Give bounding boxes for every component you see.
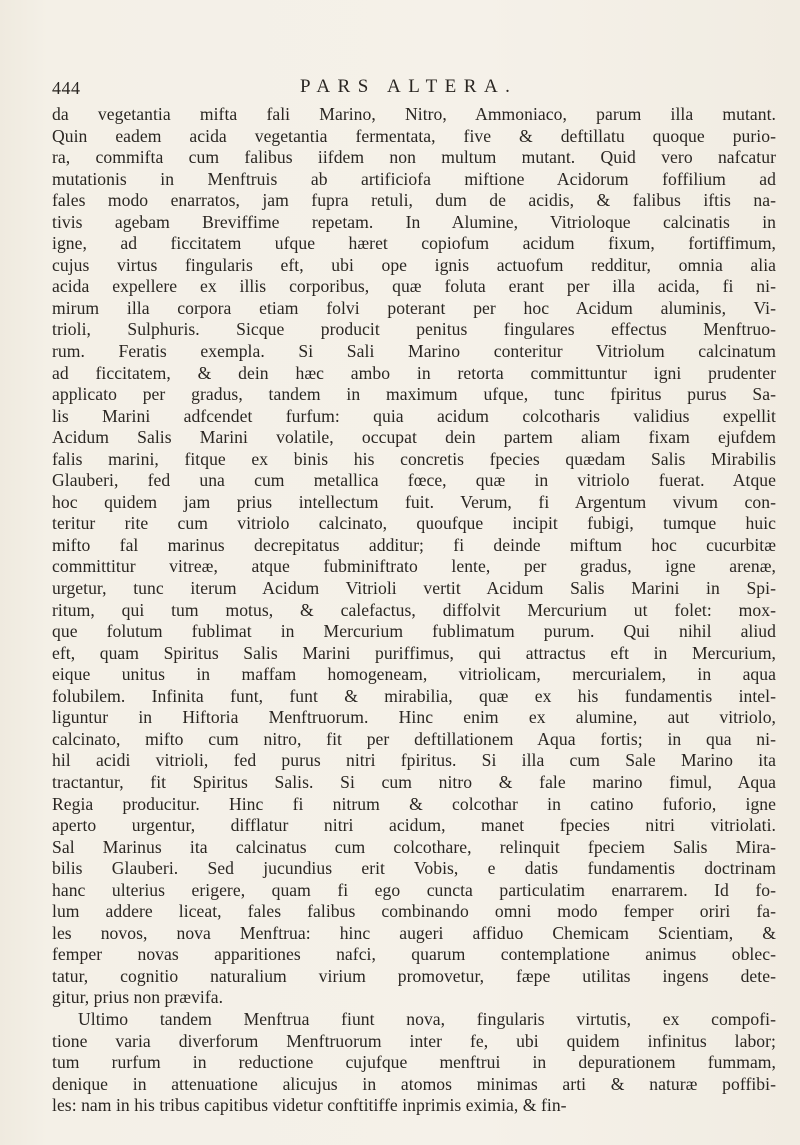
text-line: teritur rite cum vitriolo calcinato, quoufque incipit fubigi, tumque huic bbox=[52, 513, 776, 534]
text-line: ritum, qui tum motus, & calefactus, diffolvit Mercurium ut folet: mox- bbox=[52, 599, 776, 620]
text-line: aperto urgentur, difflatur nitri acidum, manet fpecies nitri vitriolati. bbox=[52, 815, 776, 836]
text-line: folubilem. Infinita funt, funt & mirabilia, quæ ex his fundamentis intel- bbox=[52, 685, 776, 706]
running-head: PARS ALTERA. bbox=[300, 76, 518, 97]
text-line: committitur vitreæ, atque fubminiftrato lente, per gradus, igne arenæ, bbox=[52, 556, 776, 577]
text-line: mutationis in Menftruis ab artificiofa miftione Acidorum foffilium ad bbox=[52, 168, 776, 189]
text-line: bilis Glauberi. Sed jucundius erit Vobis, e datis fundamentis doctrinam bbox=[52, 858, 776, 879]
page-number: 444 bbox=[52, 78, 81, 98]
text-line: falis marini, fitque ex binis his concretis fpecies quædam Salis Mirabilis bbox=[52, 448, 776, 469]
text-line: hanc ulterius erigere, quam fi ego cuncta particulatim enarrarem. Id fo- bbox=[52, 879, 776, 900]
text-line: liguntur in Hiftoria Menftruorum. Hinc enim ex alumine, aut vitriolo, bbox=[52, 707, 776, 728]
text-line: Ultimo tandem Menftrua fiunt nova, fingularis virtutis, ex compofi- bbox=[78, 1008, 776, 1029]
text-line: acida expellere ex illis corporibus, quæ foluta erant per illa acida, fi ni- bbox=[52, 276, 776, 297]
text-line: tatur, cognitio naturalium virium promovetur, fæpe utilitas ingens dete- bbox=[52, 965, 776, 986]
text-line: hoc quidem jam prius intellectum fuit. Verum, fi Argentum vivum con- bbox=[52, 491, 776, 512]
text-line: trioli, Sulphuris. Sicque producit penitus fingulares effectus Menftruo- bbox=[52, 319, 776, 340]
text-line: tione varia diverforum Menftruorum inter fe, ubi quidem infinitus labor; bbox=[52, 1030, 776, 1051]
text-line: mifto fal marinus decrepitatus additur; fi deinde miftum hoc cucurbitæ bbox=[52, 534, 776, 555]
text-line: hil acidi vitrioli, fed purus nitri fpiritus. Si illa cum Sale Marino ita bbox=[52, 750, 776, 771]
text-line: les novos, nova Menftrua: hinc augeri affiduo Chemicam Scientiam, & bbox=[52, 922, 776, 943]
text-line: gitur, prius non prævifa. bbox=[52, 987, 224, 1008]
text-line: fales modo enarratos, jam fupra retuli, dum de acidis, & falibus iftis na- bbox=[52, 190, 776, 211]
text-line: mirum illa corpora etiam folvi poterant per hoc Acidum aluminis, Vi- bbox=[52, 297, 776, 318]
text-line: tractantur, fit Spiritus Salis. Si cum nitro & fale marino fimul, Aqua bbox=[52, 771, 776, 792]
text-line: da vegetantia mifta fali Marino, Nitro, Ammoniaco, parum illa mutant. bbox=[52, 104, 776, 124]
body-text bbox=[52, 104, 776, 1117]
text-line: rum. Feratis exempla. Si Sali Marino conteritur Vitriolum calcinatum bbox=[52, 341, 776, 362]
text-line: tum rurfum in reductione cujufque menftrui in depurationem fummam, bbox=[52, 1052, 776, 1073]
text-line: Glauberi, fed una cum metallica fœce, quæ in vitriolo fuerat. Atque bbox=[52, 470, 776, 491]
text-line: lum addere liceat, fales falibus combinando omni modo femper oriri fa- bbox=[52, 901, 776, 922]
page-header bbox=[52, 76, 772, 102]
text-line: les: nam in his tribus capitibus videtur conftitiffe inprimis eximia, & fin- bbox=[52, 1095, 567, 1116]
text-line: que folutum fublimat in Mercurium fublimatum purum. Qui nihil aliud bbox=[52, 621, 776, 642]
text-line: denique in attenuatione alicujus in atomos minimas arti & naturæ poffibi- bbox=[52, 1073, 776, 1094]
text-line: Regia producitur. Hinc fi nitrum & colcothar in catino fuforio, igne bbox=[52, 793, 776, 814]
text-line: eft, quam Spiritus Salis Marini puriffimus, qui attractus eft in Mercurium, bbox=[52, 642, 776, 663]
text-line: ad ficcitatem, & dein hæc ambo in retorta committuntur igni prudenter bbox=[52, 362, 776, 383]
text-line: cujus virtus fingularis eft, ubi ope ignis actuofum redditur, omnia alia bbox=[52, 254, 776, 275]
text-line: urgetur, tunc iterum Acidum Vitrioli vertit Acidum Salis Marini in Spi- bbox=[52, 578, 776, 599]
text-line: igne, ad ficcitatem ufque hæret copiofum acidum fixum, fortiffimum, bbox=[52, 233, 776, 254]
text-line: eique unitus in maffam homogeneam, vitriolicam, mercurialem, in aqua bbox=[52, 664, 776, 685]
text-line: applicato per gradus, tandem in maximum ufque, tunc fpiritus purus Sa- bbox=[52, 384, 776, 405]
text-line: femper novas apparitiones nafci, quarum contemplatione animus oblec- bbox=[52, 944, 776, 965]
text-line: ra, commifta cum falibus iifdem non multum mutant. Quid vero nafcatur bbox=[52, 147, 776, 168]
text-line: calcinato, mifto cum nitro, fit per deftillationem Aqua fortis; in qua ni- bbox=[52, 728, 776, 749]
text-line: lis Marini adfcendet furfum: quia acidum colcotharis validius expellit bbox=[52, 405, 776, 426]
text-line: Sal Marinus ita calcinatus cum colcothare, relinquit fpeciem Salis Mira- bbox=[52, 836, 776, 857]
text-line: Quin eadem acida vegetantia fermentata, five & deftillatu quoque purio- bbox=[52, 125, 776, 146]
text-line: tivis agebam Breviffime repetam. In Alumine, Vitrioloque calcinatis in bbox=[52, 211, 776, 232]
text-line: Acidum Salis Marini volatile, occupat dein partem aliam fixam ejufdem bbox=[52, 427, 776, 448]
